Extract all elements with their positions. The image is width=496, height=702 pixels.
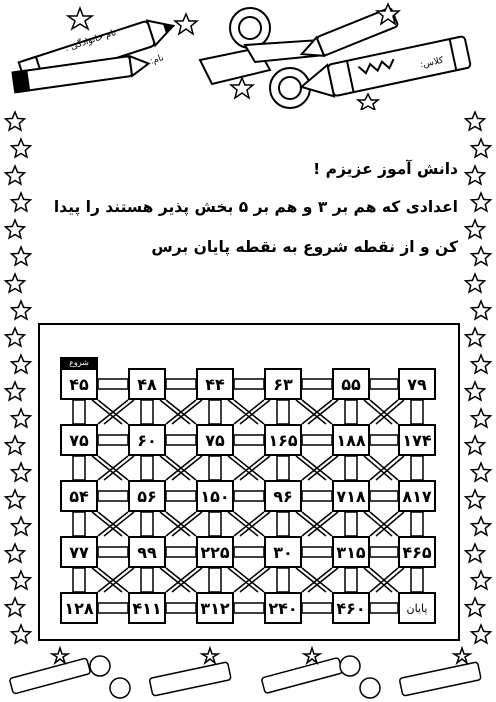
scissors-icon [90, 656, 130, 698]
maze-connector [240, 568, 270, 592]
maze-connector [141, 568, 153, 592]
maze-connector [73, 512, 85, 536]
maze-cell[interactable]: ۱۲۸ [60, 592, 98, 624]
maze-connector [370, 435, 398, 445]
maze-connector [376, 400, 404, 424]
maze-connector [296, 456, 326, 480]
maze-connector [411, 512, 423, 536]
maze-connector [411, 400, 423, 424]
maze-cell[interactable]: ۶۳ [264, 368, 302, 400]
crayon-icon [149, 662, 231, 696]
maze-connector [370, 379, 398, 389]
maze-connector [104, 512, 134, 536]
maze-cell[interactable]: ۲۴۰ [264, 592, 302, 624]
maze-connector [228, 512, 258, 536]
maze-cell[interactable]: ۱۵۰ [196, 480, 234, 512]
maze-cell[interactable]: ۷۱۸ [332, 480, 370, 512]
maze-connector [370, 491, 398, 501]
maze-cell[interactable]: ۱۶۵ [264, 424, 302, 456]
maze-connector [172, 568, 202, 592]
maze-connector [166, 603, 196, 613]
maze-cell[interactable]: ۴۸ [128, 368, 166, 400]
maze-cell[interactable]: ۴۴ [196, 368, 234, 400]
maze-connector [166, 491, 196, 501]
footer-art [0, 646, 496, 702]
maze-connector [172, 456, 202, 480]
maze-connector [104, 456, 134, 480]
maze-connector [296, 400, 326, 424]
maze-connector [411, 456, 423, 480]
maze-connector [376, 512, 404, 536]
crayon-icon [399, 662, 481, 696]
maze-connector [166, 379, 196, 389]
class-label: کلاس: [419, 55, 445, 71]
maze-connector [141, 456, 153, 480]
maze-cell[interactable]: ۴۱۱ [128, 592, 166, 624]
maze-cell[interactable]: ۴۶۵ [398, 536, 436, 568]
maze-connector [345, 400, 357, 424]
maze-connector [345, 456, 357, 480]
maze-cell[interactable]: ۱۸۸ [332, 424, 370, 456]
maze-connector [228, 568, 258, 592]
maze-cell[interactable]: ۹۹ [128, 536, 166, 568]
maze-connector [370, 603, 398, 613]
pencil-icon [9, 658, 90, 694]
maze-connector [160, 456, 190, 480]
maze-connector [234, 491, 264, 501]
maze-connector [73, 400, 85, 424]
maze-cell[interactable]: ۵۴ [60, 480, 98, 512]
maze-cell[interactable]: ۴۶۰ [332, 592, 370, 624]
instruction-line-1: اعدادی که هم بر ۳ و هم بر ۵ بخش پذیر هستند را پیدا [53, 198, 458, 216]
name-label: نام: [148, 53, 166, 67]
maze-connector [234, 547, 264, 557]
maze-connector [376, 456, 404, 480]
maze-connector [240, 456, 270, 480]
maze-connector [104, 568, 134, 592]
maze-cell[interactable]: ۵۵ [332, 368, 370, 400]
maze-connector [228, 400, 258, 424]
maze-connector [141, 512, 153, 536]
maze-connector [160, 512, 190, 536]
maze-connector [172, 400, 202, 424]
maze-cell[interactable]: ۷۹ [398, 368, 436, 400]
maze-connector [160, 568, 190, 592]
maze-connector [98, 491, 128, 501]
maze-connector [209, 568, 221, 592]
maze-connector [302, 547, 332, 557]
maze-connector [92, 568, 122, 592]
maze-connector [296, 512, 326, 536]
maze-connector [296, 568, 326, 592]
maze-cell[interactable]: ۸۱۷ [398, 480, 436, 512]
star-icon [454, 648, 470, 663]
maze-connector [234, 379, 264, 389]
maze-connector [73, 456, 85, 480]
maze-connector [98, 547, 128, 557]
maze-connector [92, 512, 122, 536]
maze-connector [73, 568, 85, 592]
maze-connector [141, 400, 153, 424]
maze-connector [411, 568, 423, 592]
maze-connector [98, 603, 128, 613]
maze-connector [209, 456, 221, 480]
maze-connector [166, 435, 196, 445]
maze-cell[interactable]: ۷۵ [60, 424, 98, 456]
maze-connector [104, 400, 134, 424]
maze-connector [98, 379, 128, 389]
maze-cell[interactable]: ۳۱۲ [196, 592, 234, 624]
maze-connector [345, 568, 357, 592]
maze-connector [277, 512, 289, 536]
end-cell[interactable]: پایان [398, 592, 436, 624]
maze-connector [308, 456, 338, 480]
pencil-icon [261, 657, 342, 693]
maze-connector [376, 568, 404, 592]
maze-connector [98, 435, 128, 445]
maze-connector [234, 435, 264, 445]
maze-connector [308, 568, 338, 592]
maze-connector [92, 456, 122, 480]
maze-connector [166, 547, 196, 557]
maze-cell[interactable]: ۲۲۵ [196, 536, 234, 568]
maze-connector [345, 512, 357, 536]
maze-connector [172, 512, 202, 536]
maze-connector [302, 435, 332, 445]
maze-cell[interactable]: ۳۰ [264, 536, 302, 568]
maze-connector [364, 400, 392, 424]
maze-connector [92, 400, 122, 424]
start-label: شروع [60, 357, 98, 368]
maze-connector [234, 603, 264, 613]
instruction-line-2: کن و از نقطه شروع به نقطه پایان برس [151, 238, 458, 256]
maze-cell[interactable]: ۱۷۴ [398, 424, 436, 456]
scissors-icon [340, 656, 380, 698]
maze-connector [370, 547, 398, 557]
maze-connector [308, 512, 338, 536]
maze-connector [228, 456, 258, 480]
maze-connector [364, 456, 392, 480]
star-icon [52, 648, 68, 663]
star-icon [304, 648, 320, 663]
maze-connector [364, 512, 392, 536]
family-name-label: نام خانوادگی : [63, 28, 118, 54]
maze-connector [302, 491, 332, 501]
maze-connector [364, 568, 392, 592]
greeting-line: دانش آموز عزیزم ! [313, 160, 458, 178]
maze-cell[interactable]: ۶۰ [128, 424, 166, 456]
maze-connector [308, 400, 338, 424]
maze-cell[interactable]: ۳۱۵ [332, 536, 370, 568]
maze-connector [302, 379, 332, 389]
maze-connector [302, 603, 332, 613]
maze-cell[interactable]: ۷۷ [60, 536, 98, 568]
star-icon [202, 648, 218, 663]
maze-cell[interactable]: ۷۵ [196, 424, 234, 456]
maze-connector [160, 400, 190, 424]
maze-connector [209, 512, 221, 536]
maze-cell[interactable]: ۴۵ [60, 368, 98, 400]
maze-cell[interactable]: ۹۶ [264, 480, 302, 512]
maze-cell[interactable]: ۵۶ [128, 480, 166, 512]
maze-connector [277, 456, 289, 480]
maze-connector [209, 400, 221, 424]
maze-connector [277, 568, 289, 592]
maze-connector [240, 512, 270, 536]
maze-connector [277, 400, 289, 424]
maze-connector [240, 400, 270, 424]
